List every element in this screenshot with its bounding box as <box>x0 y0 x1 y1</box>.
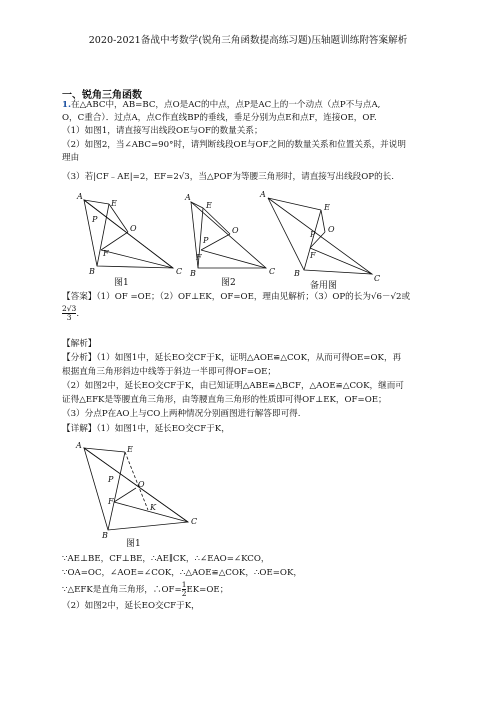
svg-text:C: C <box>269 267 276 276</box>
analysis-3: （2）如图2中，延长EO交CF于K，由已知证明△ABE≌△BCF，△AOE≌△COK，继而可 <box>62 381 404 391</box>
problem-line-1 <box>62 100 380 111</box>
svg-text:B: B <box>102 531 108 540</box>
figure-2-caption: 图2 <box>221 278 236 288</box>
svg-text:O: O <box>130 224 137 233</box>
analysis-5: （3）分点P在AO上与CO上两种情况分别画图进行解答即可得. <box>62 409 301 419</box>
svg-text:E: E <box>127 445 133 454</box>
svg-text:B: B <box>190 269 196 278</box>
analysis-heading: 【解析】 <box>62 339 97 349</box>
figure-1-caption: 图1 <box>114 278 129 288</box>
question-2b: 理由 <box>62 153 80 163</box>
figures-row <box>70 188 400 292</box>
svg-text:F: F <box>103 249 109 258</box>
answer-fraction-num: 2√3 <box>62 304 77 313</box>
detail-line-1: ∵AE⊥BE，CF⊥BE，∴AE∥CK，∴∠EAO=∠KCO， <box>62 554 270 564</box>
figure-1 <box>76 192 182 288</box>
question-2a: （2）如图2，当∠ABC=90°时，请判断线段OE与OF之间的数量关系和位置关系，并说明 <box>62 140 406 150</box>
question-1: （1）如图1，请直接写出线段OE与OF的数量关系； <box>62 126 263 136</box>
problem-text-1: 在△ABC中，AB=BC，点O是AC的中点，点P是AC上的一个动点（点P不与点A, <box>70 100 381 110</box>
figure-detail <box>70 438 210 550</box>
detail-fraction-num: 1 <box>181 580 187 589</box>
svg-text:F: F <box>310 251 316 260</box>
svg-text:C: C <box>374 274 381 283</box>
svg-text:B: B <box>89 267 95 276</box>
section-heading: 一、锐角三角函数 <box>62 90 142 101</box>
svg-text:P: P <box>92 215 98 224</box>
svg-text:A: A <box>260 190 266 199</box>
analysis-2: 根据直角三角形斜边中线等于斜边一半即可得OF=OE； <box>62 367 276 377</box>
detail-line-3a: ∵△EFK是直角三角形，∴OF= <box>62 585 182 595</box>
detail-line-4: （2）如图2中，延长EO交CF于K， <box>62 601 200 611</box>
answer-line-1: 【答案】（1）OF =OE；（2）OF⊥EK，OF=OE，理由见解析；（3）OP的长为√6－√2或 <box>62 292 411 302</box>
detail-line-2: ∵OA=OC，∠AOE=∠COK，∴△AOE≌△COK，∴OE=OK， <box>62 568 302 578</box>
svg-text:A: A <box>185 193 191 202</box>
svg-text:O: O <box>328 225 335 234</box>
svg-text:F: F <box>108 497 114 506</box>
detail-line-3b: EK=OE； <box>186 585 229 595</box>
problem-line-2: O，C重合）．过点A，点C作直线BP的垂线，垂足分别为点E和点F，连接OE，OF. <box>62 113 377 123</box>
svg-text:P: P <box>310 230 316 239</box>
svg-text:C: C <box>191 517 198 526</box>
figure-backup-caption: 备用图 <box>310 281 338 291</box>
detail-fraction-den: 2 <box>181 589 187 598</box>
question-3: （3）若|CF﹣AE|=2，EF=2√3，当△POF为等腰三角形时，请直接写出线段OP的长. <box>62 172 395 182</box>
analysis-4: 证得△EFK是等腰直角三角形，由等腰直角三角形的性质即可得OF⊥EK，OF=OE； <box>62 395 387 405</box>
svg-text:C: C <box>176 267 183 276</box>
svg-text:P: P <box>108 475 114 484</box>
svg-text:K: K <box>150 503 156 512</box>
svg-text:F: F <box>196 253 202 262</box>
svg-text:O: O <box>138 480 145 489</box>
detail-line-3 <box>62 581 228 598</box>
figure-2 <box>184 193 275 288</box>
svg-text:O: O <box>232 226 239 235</box>
answer-fraction-den: 3 <box>66 313 72 322</box>
svg-text:E: E <box>206 201 212 210</box>
svg-text:E: E <box>111 199 117 208</box>
svg-text:E: E <box>324 203 330 212</box>
document-title: 2020-2021备战中考数学(锐角三角函数提高练习题)压轴题训练附答案解析 <box>88 35 408 46</box>
svg-text:A: A <box>76 441 82 450</box>
fig1-label-a: A <box>77 192 83 201</box>
problem-number: 1. <box>62 100 71 110</box>
answer-fraction: $\frac{2√3}{3}$ . <box>62 304 80 322</box>
figure-backup <box>259 190 380 291</box>
detail-heading: 【详解】（1）如图1中，延长EO交CF于K， <box>62 424 230 434</box>
detail-figure-caption: 图1 <box>126 539 141 549</box>
svg-text:B: B <box>294 269 300 278</box>
analysis-1: 【分析】（1）如图1中，延长EO交CF于K，证明△AOE≌△COK，从而可得OE=OK，再 <box>62 353 402 363</box>
svg-text:P: P <box>203 236 209 245</box>
